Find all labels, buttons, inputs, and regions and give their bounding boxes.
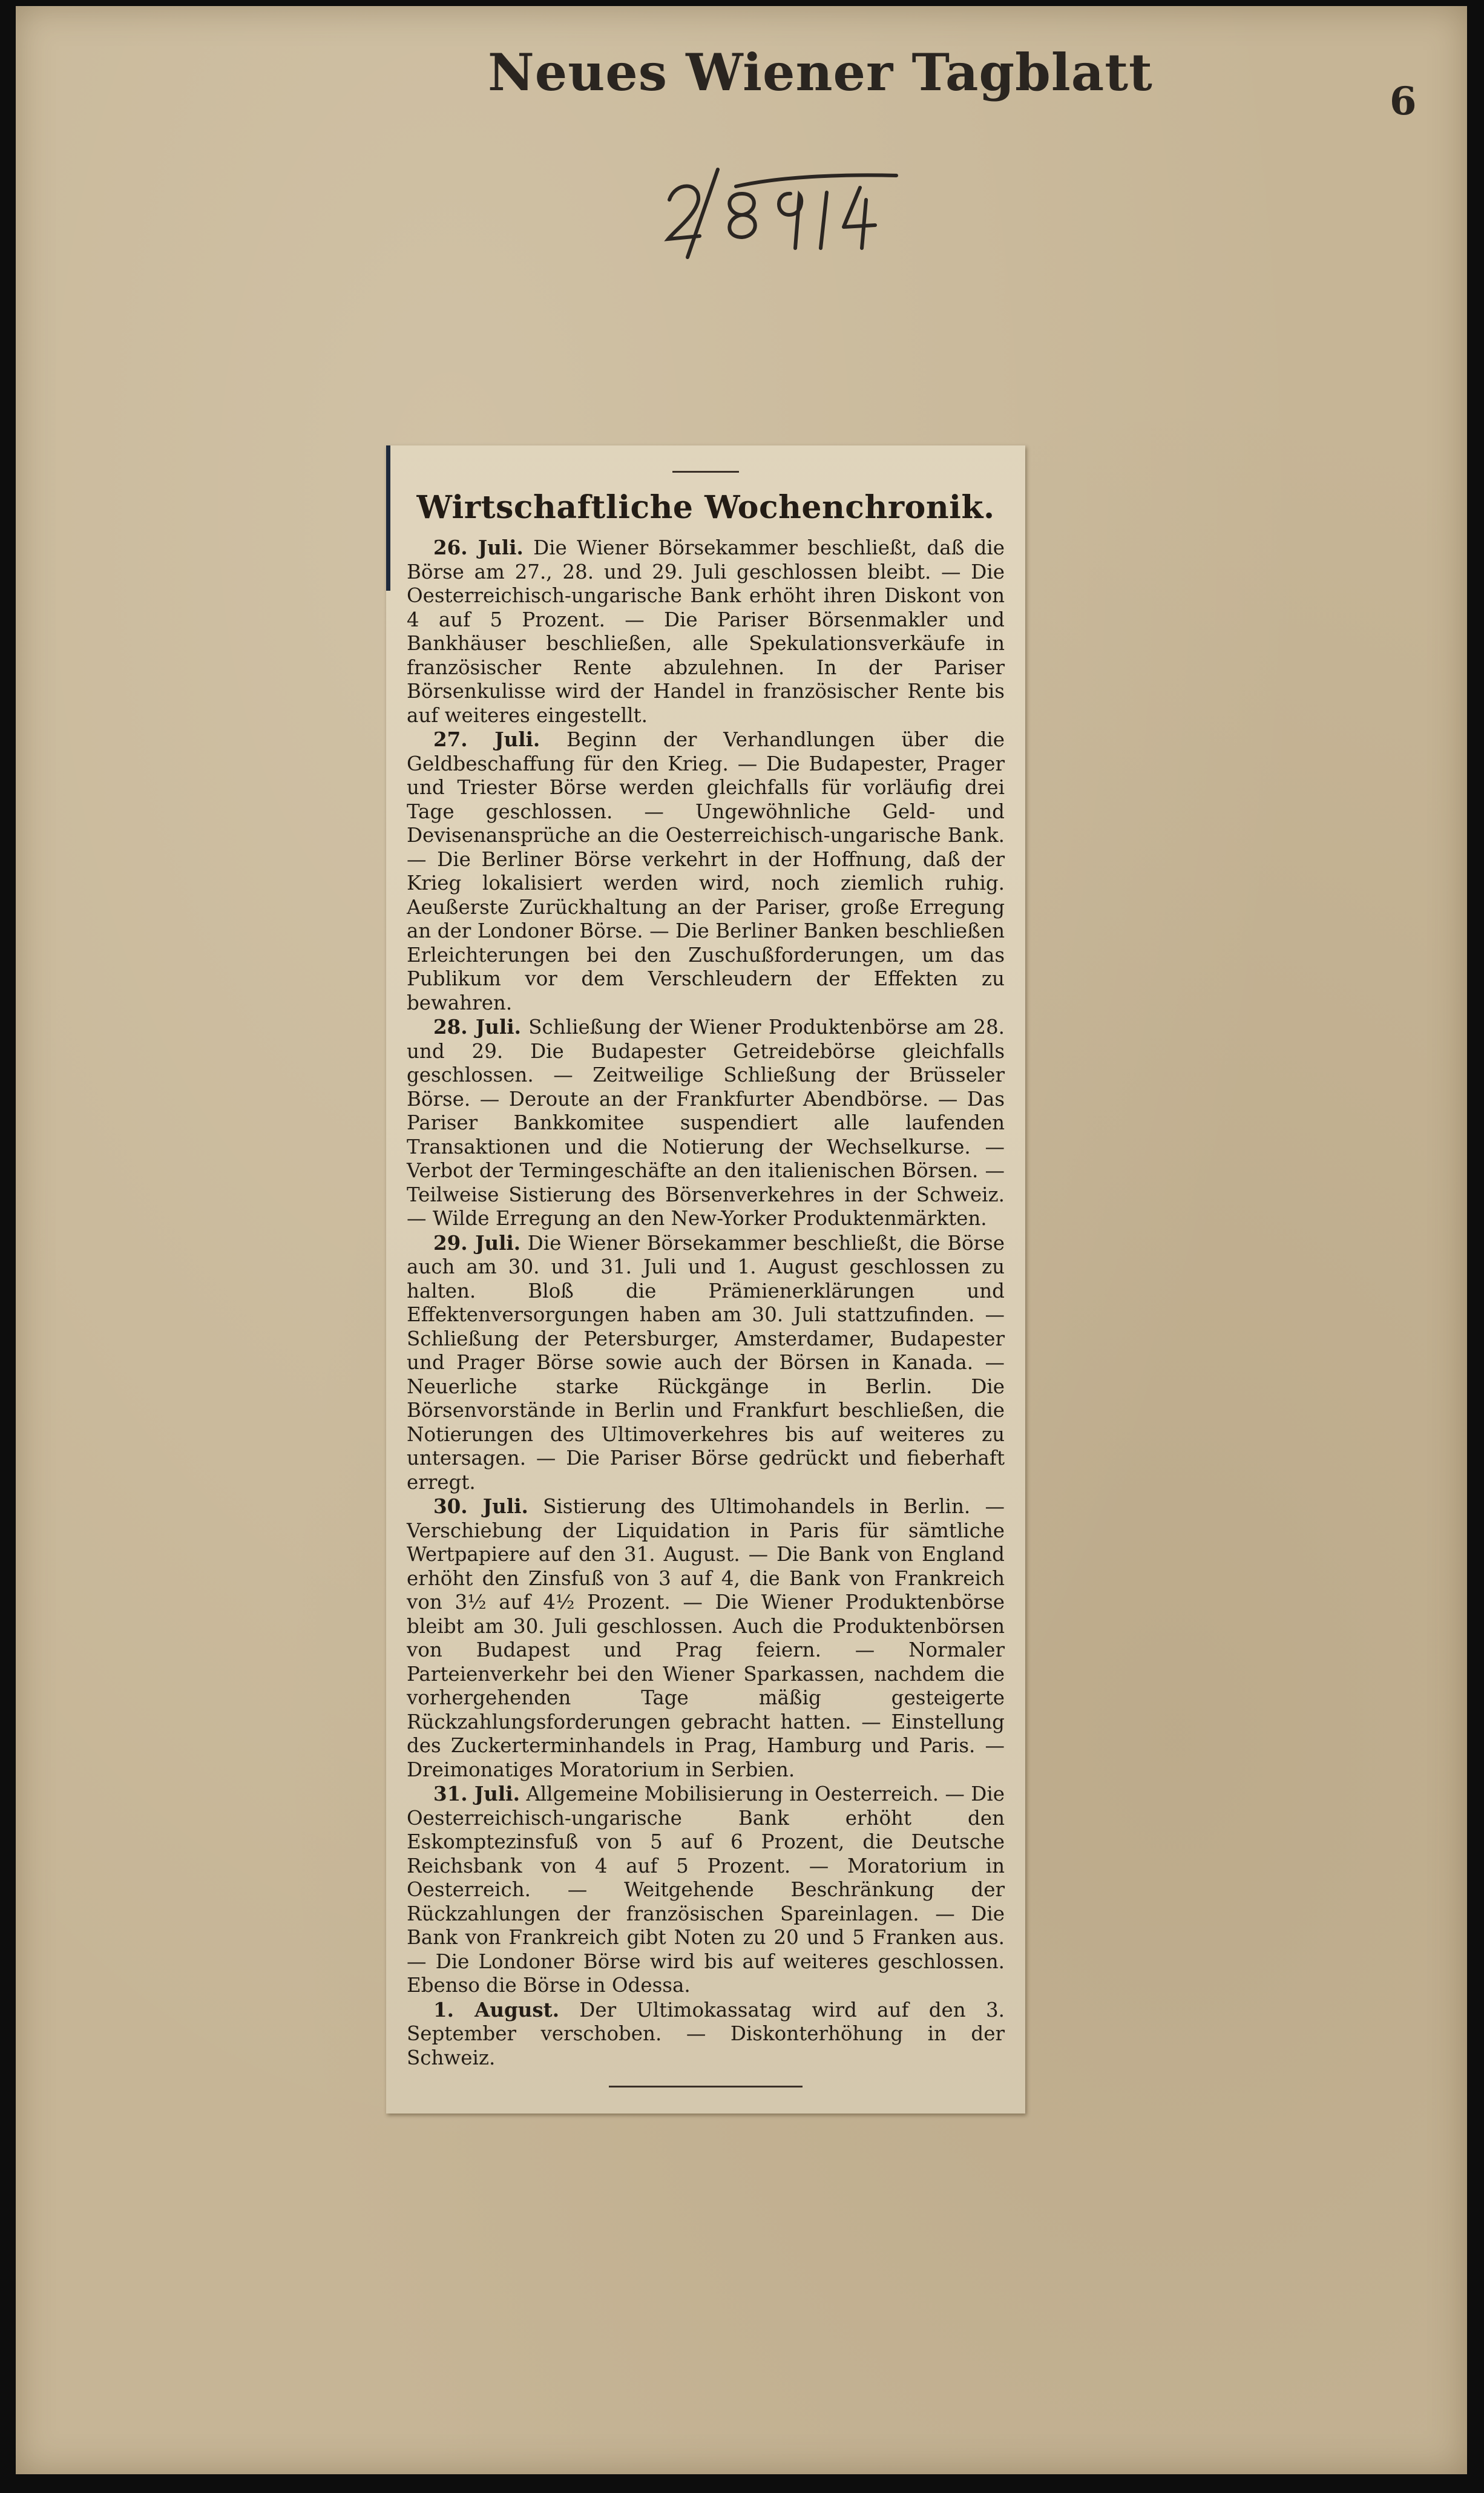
- entry-text: Der Ultimokassatag wird auf den 3. September verschoben. — Diskonterhöhung in der Schweiz.: [407, 1998, 1005, 2069]
- entry-text: Sistierung des Ultimohandels in Berlin. — Verschiebung der Liquidation in Paris für sämtliche Wertpapiere auf den 31. August. — Die Bank von England erhöht den Zinsfuß von 3 auf 4, die Bank von Frankreich von 3½ auf 4½ Prozent. — Die Wiener Produktenbörse bleibt am 30. Juli geschlossen. Auch die Produktenbörsen von Budapest und Prag feiern. — Normaler Parteienverkehr bei den Wiener Sparkassen, nachdem die vorhergehenden Tage mäßig gesteigerte Rückzahlungsforderungen gebracht hatten. — Einstellung des Zuckerterminhandels in Prag, Hamburg und Paris. — Dreimonatiges Moratorium in Serbien.: [407, 1495, 1005, 1781]
- entry-27-juli: [407, 728, 1005, 1015]
- article-headline: Wirtschaftliche Wochenchronik.: [416, 489, 995, 526]
- entry-date: 31. Juli.: [433, 1782, 520, 1805]
- newspaper-masthead: Neues Wiener Tagblatt: [488, 42, 1153, 102]
- entry-text: Schließung der Wiener Produktenbörse am 28. und 29. Die Budapester Getreidebörse gleichfalls geschlossen. — Zeitweilige Schließung der Brüsseler Börse. — Deroute an der Frankfurter Abendbörse. — Das Pariser Bankkomitee suspendiert alle laufenden Transaktionen und die Notierung der Wechselkurse. — Verbot der Termingeschäfte an den italienischen Börsen. — Teilweise Sistierung des Börsenverkehres in der Schweiz. — Wilde Erregung an den New-Yorker Produktenmärkten.: [407, 1016, 1005, 1230]
- archive-sheet: [16, 6, 1467, 2474]
- entry-30-juli: [407, 1494, 1005, 1782]
- entry-28-juli: [407, 1015, 1005, 1231]
- entry-date: 27. Juli.: [433, 728, 540, 751]
- page-number: 6: [1390, 79, 1417, 124]
- entry-text: Die Wiener Börsekammer beschließt, die Börse auch am 30. und 31. Juli und 1. August geschlossen zu halten. Bloß die Prämienerklärungen und Effektenversorgungen haben am 30. Juli stattzufinden. — Schließung der Petersburger, Amsterdamer, Budapester und Prager Börse sowie auch der Börsen in Kanada. — Neuerliche starke Rückgänge in Berlin. Die Börsenvorstände in Berlin und Frankfurt beschließen, die Notierungen des Ultimoverkehres bis auf weiteres zu untersagen. — Die Pariser Börse gedrückt und fieberhaft erregt.: [407, 1231, 1005, 1494]
- bottom-rule: [609, 2086, 803, 2087]
- entry-date: 28. Juli.: [433, 1015, 521, 1039]
- newspaper-clipping: [386, 445, 1025, 2114]
- entry-text: Beginn der Verhandlungen über die Geldbeschaffung für den Krieg. — Die Budapester, Prager und Triester Börse werden gleichfalls für vorläufig drei Tage geschlossen. — Ungewöhnliche Geld- und Devisenansprüche an die Oesterreichisch-ungarische Bank. — Die Berliner Börse verkehrt in der Hoffnung, daß der Krieg lokalisiert werden wird, noch ziemlich ruhig. Aeußerste Zurückhaltung an der Pariser, große Erregung an der Londoner Börse. — Die Berliner Banken beschließen Erleichterungen bei den Zuschußforderungen, um das Publikum vor dem Verschleudern der Effekten zu bewahren.: [407, 728, 1005, 1014]
- entry-26-juli: [407, 536, 1005, 728]
- entry-date: 1. August.: [433, 1997, 560, 2022]
- handwritten-date: [651, 157, 905, 260]
- entry-text: Die Wiener Börsekammer beschließt, daß die Börse am 27., 28. und 29. Juli geschlossen bleibt. — Die Oesterreichisch-ungarische Bank erhöht ihren Diskont von 4 auf 5 Prozent. — Die Pariser Börsenmakler und Bankhäuser beschließen, alle Spekulationsverkäufe in französischer Rente abzulehnen. In der Pariser Börsenkulisse wird der Handel in französischer Rente bis auf weiteres eingestellt.: [407, 536, 1005, 727]
- entry-29-juli: [407, 1231, 1005, 1495]
- entry-31-juli: [407, 1782, 1005, 1998]
- entry-text: Allgemeine Mobilisierung in Oesterreich. — Die Oesterreichisch-ungarische Bank erhöht den Eskomptezinsfuß von 5 auf 6 Prozent, die Deutsche Reichsbank von 4 auf 5 Prozent. — Moratorium in Oesterreich. — Weitgehende Beschränkung der Rückzahlungen der französischen Spareinlagen. — Die Bank von Frankreich gibt Noten zu 20 und 5 Franken aus. — Die Londoner Börse wird bis auf weiteres geschlossen. Ebenso die Börse in Odessa.: [407, 1782, 1005, 1997]
- top-rule: [672, 471, 739, 473]
- entry-date: 29. Juli.: [433, 1230, 521, 1255]
- clipping-edge-mark: [386, 445, 390, 591]
- entry-1-august: [407, 1998, 1005, 2071]
- entry-date: 30. Juli.: [433, 1494, 528, 1518]
- entry-date: 26. Juli.: [433, 536, 524, 559]
